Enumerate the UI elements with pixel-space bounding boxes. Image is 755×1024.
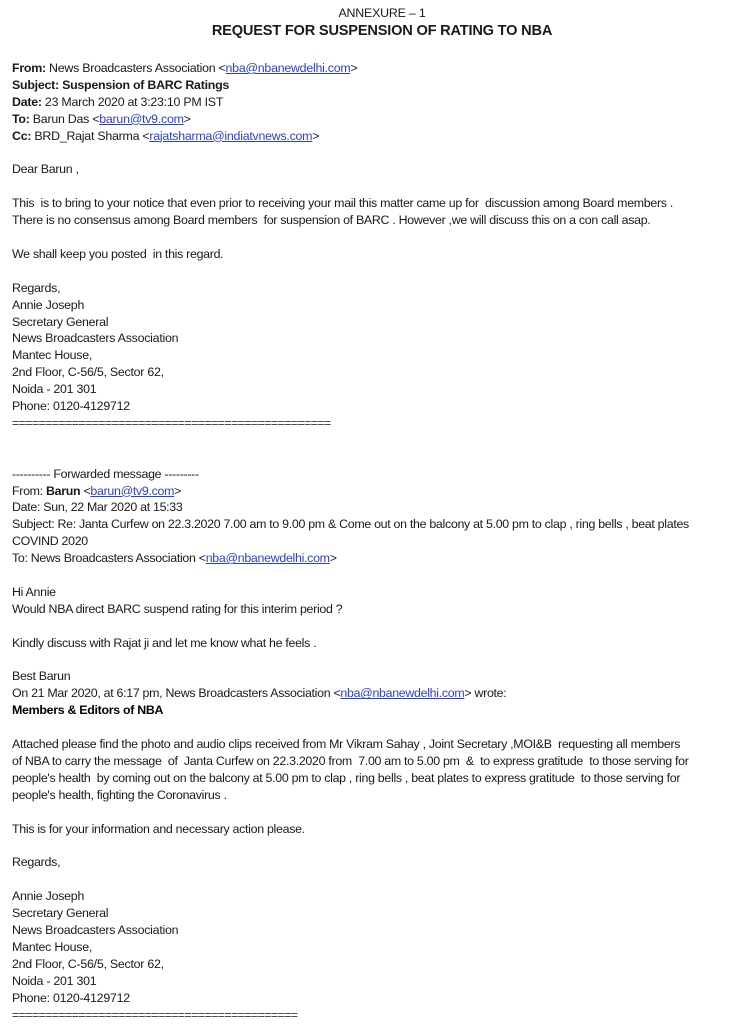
fwd-from-label: From: [12, 483, 46, 498]
fwd-from-mid: < [80, 483, 91, 498]
email-header [12, 60, 752, 145]
cc-line [12, 128, 752, 145]
to-line [12, 111, 752, 128]
separator: ================================================ [12, 415, 331, 430]
quote-info: This is for your information and necessary action please. [12, 821, 305, 836]
to-close: > [183, 111, 191, 126]
signature-line: Phone: 0120-4129712 [12, 990, 130, 1005]
body-line: This is to bring to your notice that even prior to receiving your mail this matter came up for discussion among Board members . [12, 196, 673, 211]
signature-line: Noida - 201 301 [12, 382, 97, 397]
fwd-to-label: To: News Broadcasters Association < [12, 551, 206, 566]
cc-close: > [312, 128, 320, 143]
subject-line: Subject: Suspension of BARC Ratings [12, 77, 230, 92]
from-line [12, 60, 752, 77]
to-email-link[interactable]: barun@tv9.com [99, 111, 184, 126]
document-page [12, 0, 752, 1023]
quote-attribution [12, 685, 752, 702]
fwd-question: Would NBA direct BARC suspend rating for this interim period ? [12, 601, 343, 616]
fwd-to-line [12, 550, 752, 567]
fwd-subject-line: Subject: Re: Janta Curfew on 22.3.2020 7.00 am to 9.00 pm & Come out on the balcony at 5.00 pm to clap , ring bells , beat plates [12, 517, 689, 532]
quote-prefix: On 21 Mar 2020, at 6:17 pm, News Broadcasters Association < [12, 686, 341, 701]
cc-name: BRD_Rajat Sharma < [31, 128, 150, 143]
separator: =========================================== [12, 1007, 298, 1022]
signature-line: 2nd Floor, C-56/5, Sector 62, [12, 365, 164, 380]
signature-line: Regards, [12, 280, 61, 295]
fwd-subject-line: COVIND 2020 [12, 534, 88, 549]
quote-body-line: people's health by coming out on the balcony at 5.00 pm to clap , ring bells , beat plates to express gratitude to those serving for [12, 770, 681, 785]
cc-label: Cc: [12, 128, 32, 143]
document-title: REQUEST FOR SUSPENSION OF RATING TO NBA [211, 23, 553, 39]
fwd-date-line: Date: Sun, 22 Mar 2020 at 15:33 [12, 500, 183, 515]
quote-heading: Members & Editors of NBA [12, 703, 164, 718]
annexure-label: ANNEXURE – 1 [338, 6, 426, 20]
fwd-from-line [12, 483, 752, 500]
date-label: Date: [12, 94, 42, 109]
forwarded-message [12, 466, 752, 1024]
fwd-from-close: > [174, 483, 182, 498]
quote-signature-block [12, 888, 752, 1023]
signature-line: Noida - 201 301 [12, 973, 97, 988]
quote-email-link[interactable]: nba@nbanewdelhi.com [340, 686, 465, 701]
date-line [12, 94, 752, 111]
fwd-from-name: Barun [46, 483, 81, 498]
greeting: Dear Barun , [12, 162, 79, 177]
quote-regards: Regards, [12, 855, 61, 870]
signature-line: Mantec House, [12, 348, 93, 363]
quote-body-line: Attached please find the photo and audio clips received from Mr Vikram Sahay , Joint Secretary ,MOI&B requesting all members [12, 737, 681, 752]
body-line: There is no consensus among Board members for suspension of BARC . However ,we will discuss this on a con call asap. [12, 213, 651, 228]
fwd-to-email-link[interactable]: nba@nbanewdelhi.com [205, 551, 330, 566]
date-value: 23 March 2020 at 3:23:10 PM IST [41, 94, 224, 109]
fwd-from-email-link[interactable]: barun@tv9.com [90, 483, 175, 498]
signature-line: News Broadcasters Association [12, 331, 179, 346]
fwd-signoff: Best Barun [12, 669, 71, 684]
signature-block [12, 280, 752, 432]
signature-line: Annie Joseph [12, 297, 85, 312]
fwd-to-close: > [329, 551, 337, 566]
body-line: We shall keep you posted in this regard. [12, 246, 224, 261]
signature-line: Secretary General [12, 314, 109, 329]
signature-line: Phone: 0120-4129712 [12, 399, 130, 414]
from-close: > [350, 61, 358, 75]
fwd-greeting: Hi Annie [12, 584, 56, 599]
to-name: Barun Das < [29, 111, 100, 126]
from-email-link[interactable]: nba@nbanewdelhi.com [225, 61, 351, 75]
cc-email-link[interactable]: rajatsharma@indiatvnews.com [149, 128, 313, 143]
signature-line: Annie Joseph [12, 889, 85, 904]
signature-line: Mantec House, [12, 939, 93, 954]
signature-line: 2nd Floor, C-56/5, Sector 62, [12, 956, 164, 971]
from-name: News Broadcasters Association < [45, 61, 226, 75]
forwarded-marker: ---------- Forwarded message --------- [12, 466, 199, 481]
signature-line: Secretary General [12, 906, 109, 921]
fwd-request: Kindly discuss with Rajat ji and let me know what he feels . [12, 635, 317, 650]
to-label: To: [12, 111, 30, 126]
signature-line: News Broadcasters Association [12, 923, 179, 938]
quote-body-line: people's health, fighting the Coronavirus . [12, 787, 227, 802]
from-label: From: [12, 61, 46, 75]
quote-body-line: of NBA to carry the message of Janta Curfew on 22.3.2020 from 7.00 am to 5.00 pm & to express gratitude to those serving for [12, 754, 689, 768]
quote-suffix: > wrote: [464, 686, 507, 701]
